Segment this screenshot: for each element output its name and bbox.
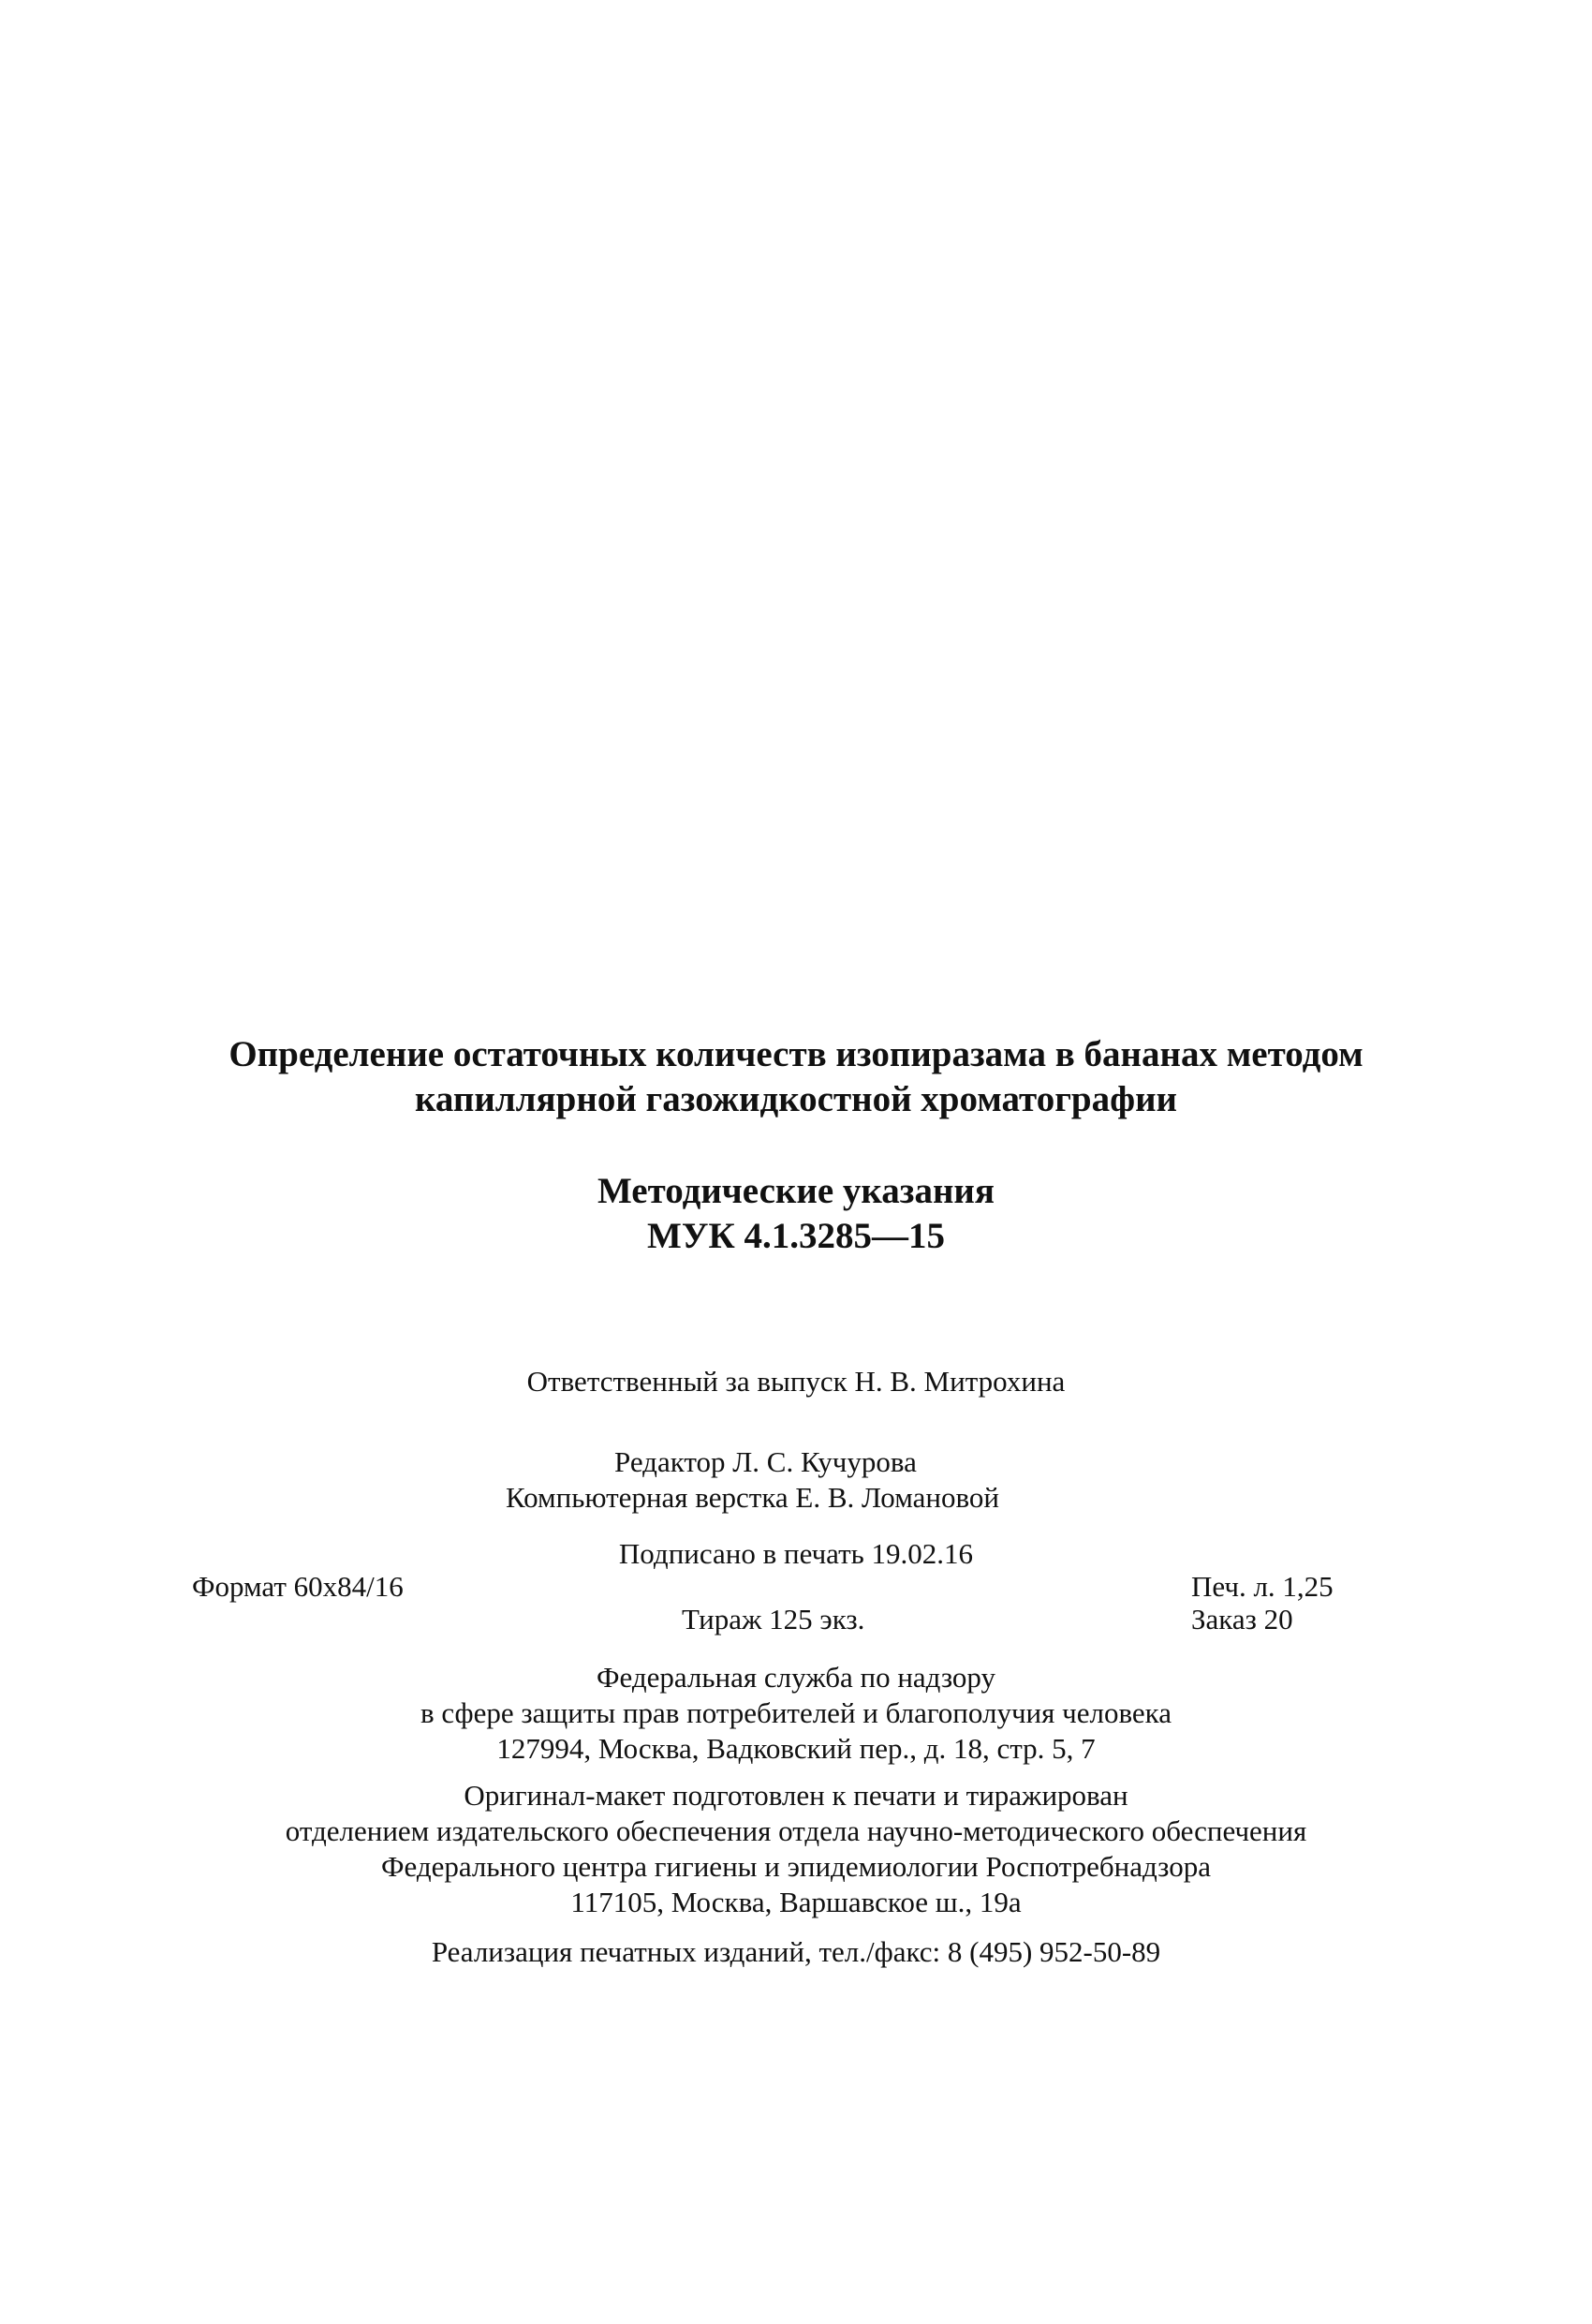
publisher-agency [0,1660,1592,1767]
title-line-1: Определение остаточных количеств изопиразама в бананах методом [228,1034,1364,1074]
prepared-address: 117105, Москва, Варшавское ш., 19а [570,1886,1022,1918]
paper-format: Формат 60x84/16 [192,1570,404,1603]
document-type: Методические указания [597,1171,995,1211]
prepared-line-3: Федерального центра гигиены и эпидемиологии Роспотребнадзора [381,1850,1211,1883]
layout-credit: Компьютерная верстка Е. В. Ломановой [506,1481,999,1514]
print-sheets: Печ. л. 1,25 [1191,1570,1334,1603]
agency-line-2: в сфере защиты прав потребителей и благополучия человека [420,1696,1172,1729]
editor-credit: Редактор Л. С. Кучурова [614,1445,917,1478]
agency-line-1: Федеральная служба по надзору [597,1661,995,1694]
document-code: МУК 4.1.3285—15 [647,1216,945,1256]
order-number: Заказ 20 [1191,1603,1293,1636]
document-title [0,1032,1592,1122]
sales-contact: Реализация печатных изданий, тел./факс: 8 (495) 952-50-89 [431,1935,1161,1968]
agency-address: 127994, Москва, Вадковский пер., д. 18, стр. 5, 7 [496,1732,1096,1765]
print-run: Тираж 125 экз. [682,1603,865,1636]
prepared-line-1: Оригинал-макет подготовлен к печати и тиражирован [464,1779,1128,1812]
document-subtitle [0,1169,1592,1259]
prepared-by [0,1778,1592,1920]
responsible-person: Ответственный за выпуск Н. В. Митрохина [526,1365,1066,1398]
title-line-2: капиллярной газожидкостной хроматографии [414,1079,1178,1119]
signed-for-print: Подписано в печать 19.02.16 [618,1537,974,1570]
prepared-line-2: отделением издательского обеспечения отдела научно-методического обеспечения [285,1814,1307,1847]
